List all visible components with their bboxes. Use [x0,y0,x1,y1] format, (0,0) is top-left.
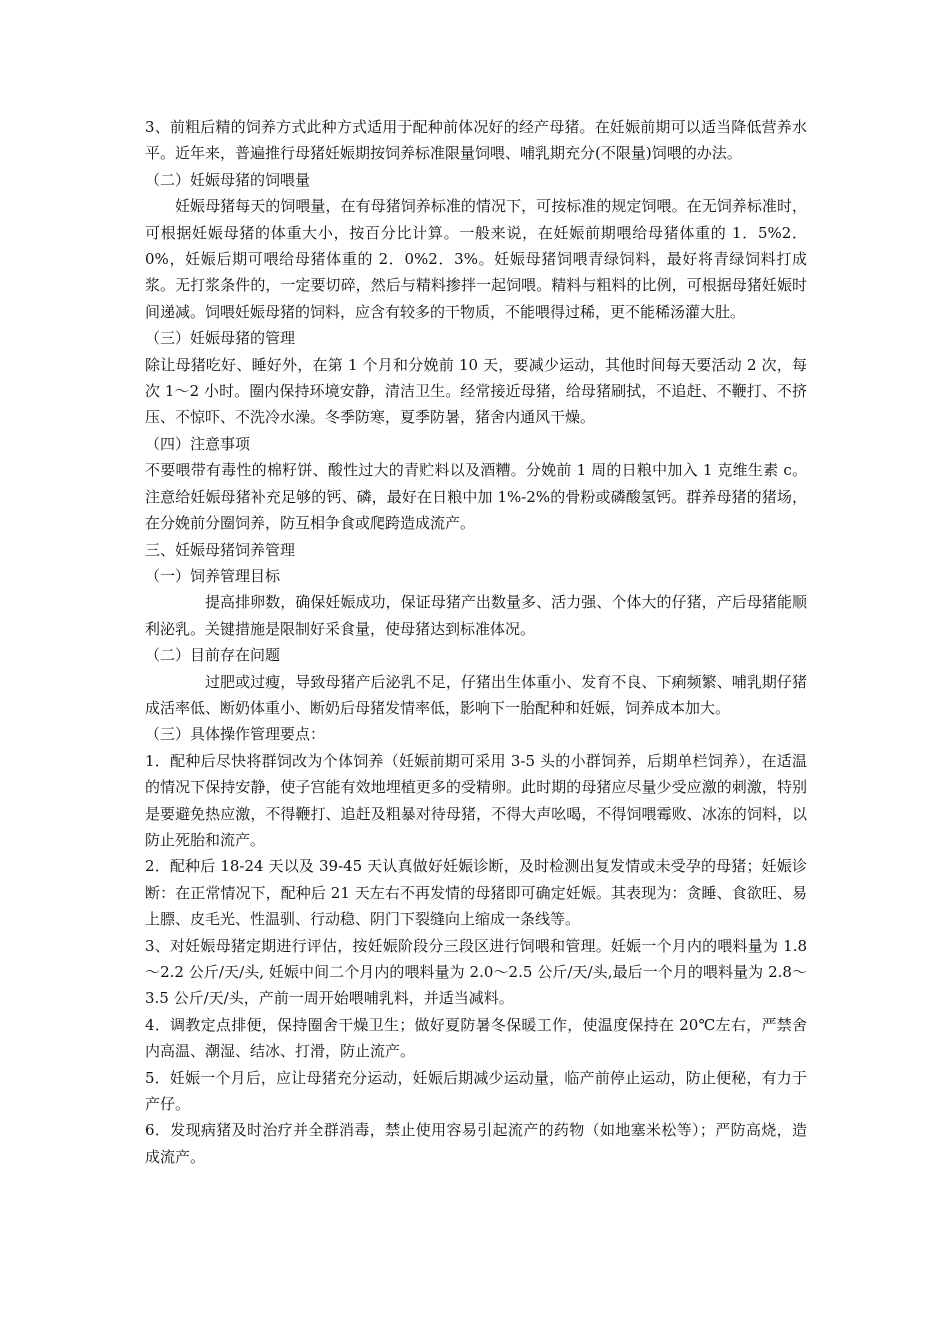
paragraph-point-3: 3、对妊娠母猪定期进行评估，按妊娠阶段分三段区进行饲喂和管理。妊娠一个月内的喂料量为 1.8～2.2 公斤/天/头, 妊娠中间二个月内的喂料量为 2.0～2.5 公斤/天/头,最后一个月的喂料量为 2.8～3.5 公斤/天/头，产前一周开始喂哺乳料，并适当减料。 [145,936,807,1008]
heading-goals: （一）饲养管理目标 [145,566,281,585]
paragraph-point-2: 2．配种后 18-24 天以及 39-45 天认真做好妊娠诊断，及时检测出复发情或未受孕的母猪；妊娠诊断：在正常情况下，配种后 21 天左右不再发情的母猪即可确定妊娠。其表现为：贪睡、食欲旺、易上膘、皮毛光、性温驯、行动稳、阴门下裂缝向上缩成一条线等。 [145,857,807,929]
section-title-3: 三、妊娠母猪饲养管理 [145,540,296,559]
heading-key-points: （三）具体操作管理要点： [145,725,326,744]
heading-problems: （二）目前存在问题 [145,646,281,665]
paragraph-feeding-amount: 妊娠母猪每天的饲喂量，在有母猪饲养标准的情况下，可按标准的规定饲喂。在无饲养标准时，可根据妊娠母猪的体重大小，按百分比计算。一般来说，在妊娠前期喂给母猪体重的 1．5%2．0%，妊娠后期可喂给母猪体重的 2．0%2．3%。妊娠母猪饲喂青绿饲料，最好将青绿饲料打成浆。无打浆条件的，一定要切碎，然后与精料掺拌一起饲喂。精料与粗料的比例，可根据母猪妊娠时间递减。饲喂妊娠母猪的饲料，应含有较多的干物质，不能喂得过稀，更不能稀汤灌大肚。 [145,197,807,321]
paragraph-problems: 过肥或过瘦，导致母猪产后泌乳不足，仔猪出生体重小、发育不良、下痢频繁、哺乳期仔猪成活率低、断奶体重小、断奶后母猪发情率低，影响下一胎配种和妊娠，饲养成本加大。 [145,672,807,717]
heading-precautions: （四）注意事项 [145,434,251,453]
heading-feeding-amount: （二）妊娠母猪的饲喂量 [145,170,311,189]
heading-management: （三）妊娠母猪的管理 [145,329,296,348]
paragraph-point-1: 1．配种后尽快将群饲改为个体饲养（妊娠前期可采用 3-5 头的小群饲养，后期单栏饲养），在适温的情况下保持安静，使子宫能有效地埋植更多的受精卵。此时期的母猪应尽量少受应激的刺激，特别是要避免热应激，不得鞭打、追赶及粗暴对待母猪，不得大声吆喝，不得饲喂霉败、冰冻的饲料，以防止死胎和流产。 [145,751,807,849]
paragraph-goals: 提高排卵数，确保妊娠成功，保证母猪产出数量多、活力强、个体大的仔猪，产后母猪能顺利泌乳。关键措施是限制好采食量，使母猪达到标准体况。 [145,593,807,638]
document-page [145,114,807,1170]
paragraph-precautions: 不要喂带有毒性的棉籽饼、酸性过大的青贮料以及酒糟。分娩前 1 周的日粮中加入 1 克维生素 c。注意给妊娠母猪补充足够的钙、磷，最好在日粮中加 1%-2%的骨粉或磷酸氢钙。群养母猪的猪场，在分娩前分圈饲养，防互相争食或爬跨造成流产。 [145,461,807,533]
paragraph-management: 除让母猪吃好、睡好外，在第 1 个月和分娩前 10 天，要减少运动，其他时间每天要活动 2 次，每次 1～2 小时。圈内保持环境安静，清洁卫生。经常接近母猪，给母猪刷拭，不追赶、不鞭打、不挤压、不惊吓、不洗冷水澡。冬季防寒，夏季防暑，猪舍内通风干燥。 [145,355,807,427]
paragraph-feeding-method-3: 3、前粗后精的饲养方式此种方式适用于配种前体况好的经产母猪。在妊娠前期可以适当降低营养水平。近年来，普遍推行母猪妊娠期按饲养标准限量饲喂、哺乳期充分(不限量)饲喂的办法。 [145,118,807,163]
paragraph-point-6: 6．发现病猪及时治疗并全群消毒，禁止使用容易引起流产的药物（如地塞米松等）；严防高烧，造成流产。 [145,1121,807,1166]
paragraph-point-4: 4．调教定点排便，保持圈舍干燥卫生；做好夏防暑冬保暖工作，使温度保持在 20℃左右，严禁舍内高温、潮湿、结冰、打滑，防止流产。 [145,1015,807,1061]
paragraph-point-5: 5．妊娠一个月后，应让母猪充分运动，妊娠后期减少运动量，临产前停止运动，防止便秘，有力于产仔。 [145,1068,807,1114]
